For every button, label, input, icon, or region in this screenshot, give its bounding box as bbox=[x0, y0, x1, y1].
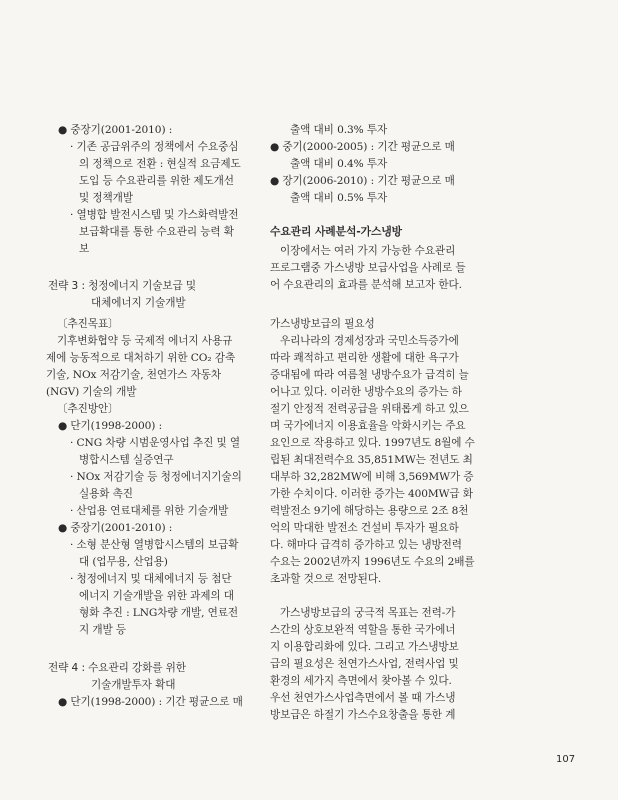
sub-item-cont: 의 정책으로 전환 : 현실적 요금제도 bbox=[79, 158, 241, 170]
body-text: 며 국가에너지 이용효율을 악화시키는 주요 bbox=[270, 420, 466, 432]
bullet-long-term: ● 장기(2006-2010) : 기간 평균으로 매 bbox=[270, 175, 455, 187]
body-text: 요인으로 작용하고 있다. 1997년도 8월에 수 bbox=[270, 437, 475, 449]
sub-item-cont: 에너지 기술개발을 위한 과제의 대 bbox=[79, 590, 234, 602]
item-cont: 출액 대비 0.4% 투자 bbox=[290, 158, 388, 170]
page-number: 107 bbox=[556, 754, 576, 765]
strategy-4-heading-cont: 기술개발투자 확대 bbox=[91, 679, 176, 691]
body-text: 대부하 32,282MW에 비해 3,569MW가 증 bbox=[270, 471, 474, 483]
body-text: 따라 쾌적하고 편리한 생활에 대한 욕구가 bbox=[270, 352, 459, 364]
sub-item: · CNG 차량 시범운영사업 추진 및 열 bbox=[70, 437, 241, 449]
sub-item: · 열병합 발전시스템 및 가스화력발전 bbox=[70, 209, 239, 221]
body-text: 급의 필요성은 천연가스사업, 전력사업 및 bbox=[270, 658, 459, 670]
strategy-3-heading: 전략 3 : 청정에너지 기술보급 및 bbox=[48, 280, 197, 292]
bullet-mid-long-term: ● 중장기(2001-2010) : bbox=[58, 522, 173, 534]
body-text: 억의 막대한 발전소 건설비 투자가 필요하 bbox=[270, 522, 459, 534]
sub-item-cont: 보급확대를 통한 수요관리 능력 확 bbox=[79, 226, 234, 238]
sub-item: · 산업용 연료대체를 위한 기술개발 bbox=[70, 505, 229, 517]
goal-label: 〔추진목표〕 bbox=[57, 318, 119, 330]
sub-item-cont: 보 bbox=[79, 243, 90, 255]
sub-item-cont: 도입 등 수요관리를 위한 제도개선 bbox=[79, 175, 234, 187]
strategy-4-heading: 전략 4 : 수요관리 강화를 위한 bbox=[48, 662, 186, 674]
body-text: 다. 해마다 급격히 증가하고 있는 냉방전력 bbox=[270, 539, 462, 551]
bullet-short-term: ● 단기(1998-2000) : 기간 평균으로 매 bbox=[58, 696, 243, 708]
body-text: 어나고 있다. 이러한 냉방수요의 증가는 하 bbox=[270, 386, 462, 398]
item-cont: 출액 대비 0.5% 투자 bbox=[290, 192, 388, 204]
body-text: (NGV) 기술의 개발 bbox=[46, 386, 137, 398]
subsection-heading-necessity: 가스냉방보급의 필요성 bbox=[270, 318, 375, 330]
sub-item: · 기존 공급위주의 정책에서 수요중심 bbox=[70, 141, 239, 153]
body-text: 스간의 상호보완적 역할을 통한 국가에너 bbox=[270, 624, 456, 636]
body-text: 립된 최대전력수요 35,851MW는 전년도 최 bbox=[270, 454, 473, 466]
sub-item-cont: 병합시스템 실증연구 bbox=[79, 454, 174, 466]
section-heading-case-study: 수요관리 사례분석-가스냉방 bbox=[270, 225, 402, 238]
bullet-short-term: ● 단기(1998-2000) : bbox=[58, 420, 163, 432]
body-text: 가스냉방보급의 궁극적 목표는 전력-가 bbox=[280, 607, 456, 619]
body-text: 지 이용합리화에 있다. 그리고 가스냉방보 bbox=[270, 641, 459, 653]
body-text: 방보급은 하절기 가스수요창출을 통한 계 bbox=[270, 709, 456, 721]
bullet-mid-long-term: ● 중장기(2001-2010) : bbox=[58, 124, 173, 136]
sub-item-cont: 및 정책개발 bbox=[79, 192, 133, 204]
body-text: 어 수요관리의 효과를 분석해 보고자 한다. bbox=[270, 279, 462, 291]
plan-label: 〔추진방안〕 bbox=[57, 403, 119, 415]
strategy-3-heading-cont: 대체에너지 기술개발 bbox=[91, 297, 186, 309]
sub-item: · NOx 저감기술 등 청정에너지기술의 bbox=[70, 471, 242, 483]
body-text: 가한 수치이다. 이러한 증가는 400MW급 화 bbox=[270, 488, 473, 500]
body-text: 기후변화협약 등 국제적 에너지 사용규 bbox=[57, 335, 233, 347]
body-text: 수요는 2002년까지 1996년도 수요의 2배를 bbox=[270, 556, 475, 568]
body-text: 프로그램중 가스냉방 보급사업을 사례로 들 bbox=[270, 262, 466, 274]
sub-item-cont: 실용화 촉진 bbox=[79, 488, 133, 500]
body-text: 이장에서는 여러 가지 가능한 수요관리 bbox=[280, 245, 456, 257]
body-text: 환경의 세가지 측면에서 찾아볼 수 있다. bbox=[270, 675, 452, 687]
body-text: 제에 능동적으로 대처하기 위한 CO₂ 감축 bbox=[46, 352, 236, 364]
body-text: 우리나라의 경제성장과 국민소득증가에 bbox=[280, 335, 459, 347]
body-text: 증대됨에 따라 여름철 냉방수요가 급격히 늘 bbox=[270, 369, 469, 381]
body-text: 절기 안정적 전력공급을 위태롭게 하고 있으 bbox=[270, 403, 469, 415]
sub-item: · 청정에너지 및 대체에너지 등 첨단 bbox=[70, 573, 232, 585]
sub-item-cont: 대 (업무용, 산업용) bbox=[79, 556, 168, 568]
sub-item-cont: 형화 추진 : LNG차량 개발, 연료전 bbox=[79, 607, 239, 619]
item-cont: 출액 대비 0.3% 투자 bbox=[290, 124, 388, 136]
body-text: 기술, NOx 저감기술, 천연가스 자동차 bbox=[46, 369, 221, 381]
body-text: 력발전소 9기에 해당하는 용량으로 2조 8천 bbox=[270, 505, 469, 517]
sub-item: · 소형 분산형 열병합시스템의 보급확 bbox=[70, 539, 239, 551]
body-text: 우선 천연가스사업측면에서 볼 때 가스냉 bbox=[270, 692, 456, 704]
bullet-mid-term: ● 중기(2000-2005) : 기간 평균으로 매 bbox=[270, 141, 455, 153]
sub-item-cont: 지 개발 등 bbox=[79, 624, 127, 636]
body-text: 초과할 것으로 전망된다. bbox=[270, 573, 382, 585]
